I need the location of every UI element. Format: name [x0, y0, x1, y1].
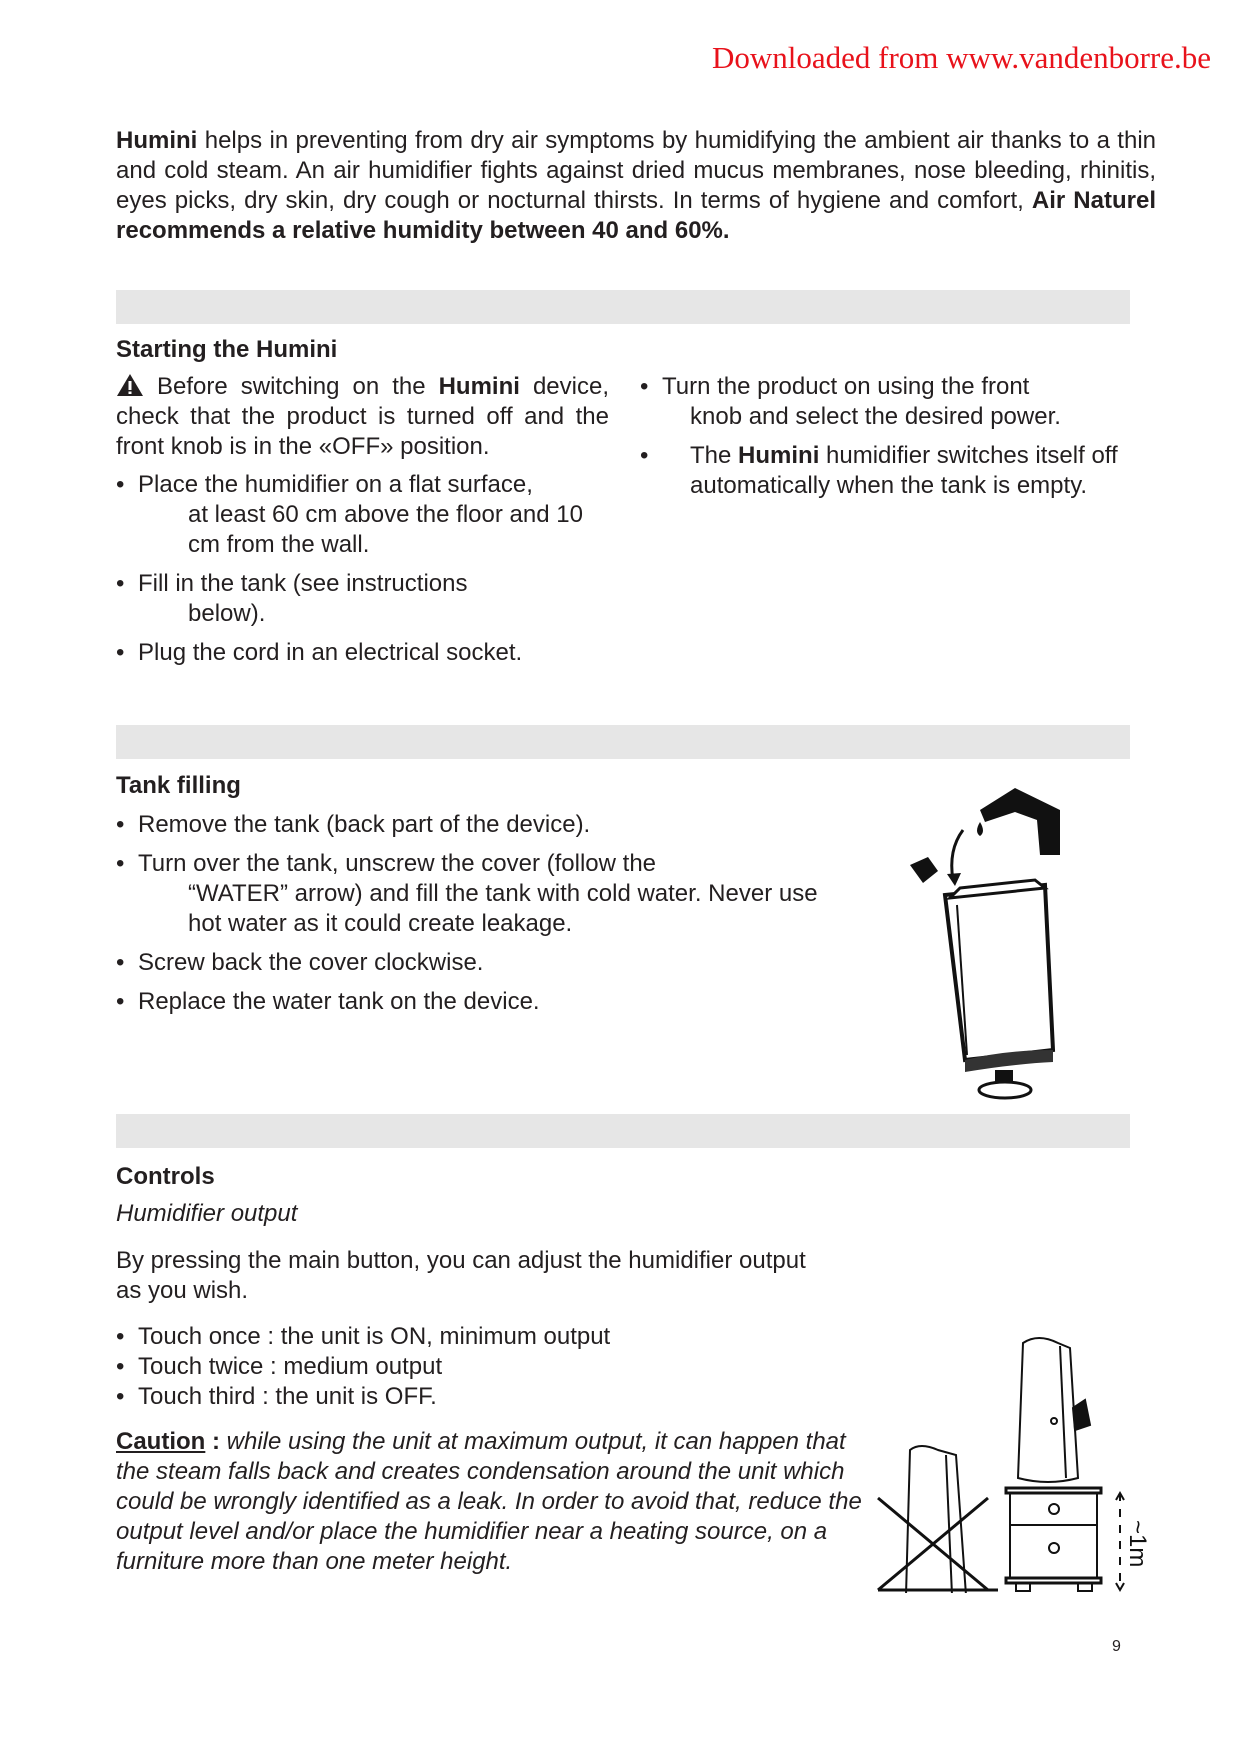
controls-list: [116, 1322, 856, 1412]
section-title-controls: Controls: [116, 1163, 215, 1190]
bullet: •: [116, 1383, 125, 1410]
warning-icon: [116, 373, 144, 397]
brand-name: Humini: [438, 373, 520, 400]
bullet: •: [116, 949, 125, 976]
item-text: humidifier switches itself off automatically when the tank is empty.: [690, 442, 1118, 499]
list-item: [116, 849, 856, 939]
caution-text: while using the unit at maximum output, it can happen that the steam falls back and creates condensation around the unit which could be wrongly identified as a leak. In order to avoid that, reduce the output level and/or place the humidifier near a heating source, on a furniture more than one meter height.: [116, 1428, 862, 1575]
list-item: [116, 1352, 856, 1382]
item-text: The: [690, 442, 739, 469]
warning-paragraph: [116, 372, 609, 462]
list-item: [116, 987, 856, 1017]
list-item: [116, 569, 609, 629]
list-item: [116, 1382, 856, 1412]
bullet: •: [116, 811, 125, 838]
caution-label: Caution: [116, 1428, 206, 1455]
brand-name: Humini: [738, 442, 820, 469]
tank-filling-illustration: [905, 770, 1070, 1105]
page-number: 9: [1112, 1638, 1121, 1655]
item-text: Plug the cord in an electrical socket.: [138, 639, 523, 666]
item-text: Fill in the tank (see instructions: [138, 570, 468, 597]
intro-text: helps in preventing from dry air symptoms by humidifying the ambient air thanks to a thin and cold steam. An air humidifier fights against dried mucus membranes, nose bleeding, rhinitis, eyes picks, dry skin, dry cough or nocturnal thirsts. In terms of hygiene and comfort,: [116, 127, 1156, 214]
bullet: •: [116, 988, 125, 1015]
starting-left-column: [116, 372, 609, 677]
item-text: Remove the tank (back part of the device).: [138, 811, 591, 838]
controls-paragraph: By pressing the main button, you can adjust the humidifier output as you wish.: [116, 1247, 806, 1304]
list-item: [116, 470, 609, 560]
intro-paragraph: [116, 126, 1156, 246]
list-item: [640, 372, 1130, 432]
item-text: Place the humidifier on a flat surface,: [138, 471, 533, 498]
bullet: •: [116, 471, 125, 498]
bullet: •: [640, 442, 649, 469]
warning-text: Before switching on the: [144, 373, 439, 400]
list-item: [640, 441, 1130, 501]
bullet: •: [116, 639, 125, 666]
item-text: Touch twice : medium output: [138, 1353, 443, 1380]
height-label: ~1m: [1124, 1520, 1151, 1568]
list-item: [116, 1322, 856, 1352]
tank-instructions: [116, 810, 856, 1026]
item-text: at least 60 cm above the floor and 10 cm from the wall.: [188, 501, 583, 558]
caution-paragraph: [116, 1427, 866, 1577]
section-divider: [116, 725, 1130, 759]
section-divider: [116, 1114, 1130, 1148]
bullet: •: [116, 1323, 125, 1350]
item-text: Touch third : the unit is OFF.: [138, 1383, 437, 1410]
item-text: Turn over the tank, unscrew the cover (follow the: [138, 850, 657, 877]
bullet: •: [640, 373, 649, 400]
intro-recommendation: Air Naturel recommends a relative humidity between 40 and 60%.: [116, 187, 1156, 244]
bullet: •: [116, 570, 125, 597]
item-text: Replace the water tank on the device.: [138, 988, 540, 1015]
bullet: •: [116, 850, 125, 877]
wrong-placement: [878, 1446, 998, 1593]
caution-sep: :: [205, 1428, 227, 1455]
item-text: Turn the product on using the front: [662, 373, 1030, 400]
warning-text: device, check that the product is turned off and the front knob is in the «OFF» position.: [116, 373, 609, 460]
item-text: “WATER” arrow) and fill the tank with cold water. Never use hot water as it could create leakage.: [188, 880, 818, 937]
item-text: Screw back the cover clockwise.: [138, 949, 484, 976]
bullet: •: [116, 1353, 125, 1380]
section-title-tank: Tank filling: [116, 772, 241, 799]
list-item: [116, 638, 609, 668]
item-text: below).: [188, 600, 266, 627]
watermark: Downloaded from www.vandenborre.be: [712, 40, 1211, 75]
item-text: knob and select the desired power.: [690, 403, 1061, 430]
starting-right-column: [640, 372, 1130, 510]
list-item: [116, 810, 856, 840]
item-text: Touch once : the unit is ON, minimum output: [138, 1323, 611, 1350]
controls-subtitle: Humidifier output: [116, 1200, 298, 1227]
list-item: [116, 948, 856, 978]
section-divider: [116, 290, 1130, 324]
correct-placement: [1006, 1338, 1124, 1591]
section-title-starting: Starting the Humini: [116, 336, 338, 363]
brand-name: Humini: [116, 127, 198, 154]
placement-illustration: [868, 1328, 1168, 1593]
